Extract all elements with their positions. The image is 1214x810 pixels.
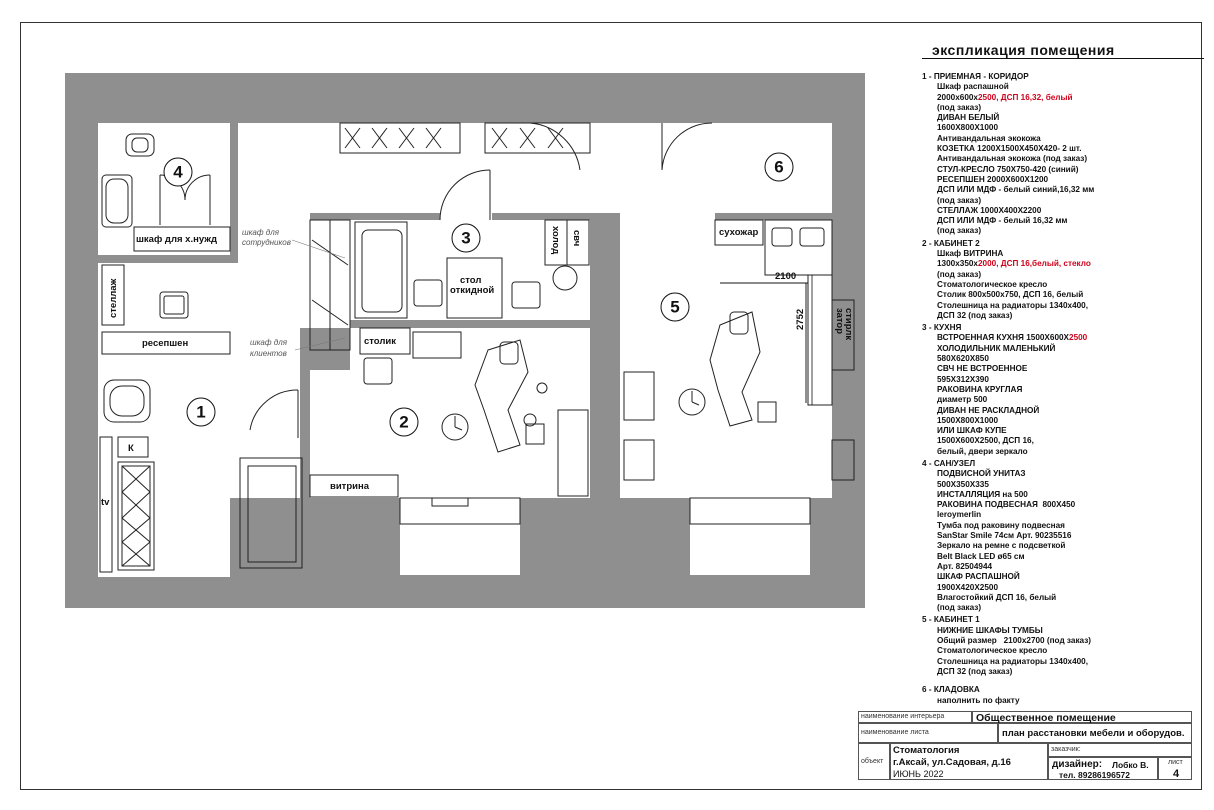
label-otkidnoy: откидной <box>450 285 495 296</box>
room-number-6: 6 <box>774 157 784 177</box>
explication-section-heading: 4 - САН/УЗЕЛ <box>922 458 976 468</box>
explication-line-text: РАКОВИНА ПОДВЕСНАЯ 800Х450 <box>937 500 1076 510</box>
explication-section <box>922 615 1202 677</box>
explication-line-text: СТЕЛЛАЖ 1000Х400Х2200 <box>937 205 1042 215</box>
room-number-4: 4 <box>173 162 183 182</box>
stamp-object-line1: Стоматология <box>893 745 960 756</box>
explication-line-text: наполнить по факту <box>937 695 1020 705</box>
explication-line <box>922 416 1202 426</box>
explication-line-text: (под заказ) <box>937 102 982 112</box>
explication-section-heading: 6 - КЛАДОВКА <box>922 685 980 695</box>
explication-line <box>922 406 1202 416</box>
explication-line <box>922 93 1202 103</box>
room-number-5: 5 <box>670 297 680 317</box>
explication-line-highlight: 2500, ДСП 16,32, белый <box>977 92 1073 102</box>
explication-line <box>922 290 1202 300</box>
label-k: К <box>128 443 134 454</box>
explication-line <box>922 375 1202 385</box>
explication-line <box>922 344 1202 354</box>
explication-line-text: Стоматологическое кресло <box>937 646 1048 656</box>
explication-line-text: ХОЛОДИЛЬНИК МАЛЕНЬКИЙ <box>937 343 1056 353</box>
explication-line-text: 1600Х800Х1000 <box>937 123 999 133</box>
room-number-2: 2 <box>399 412 409 432</box>
explication-line <box>922 259 1202 269</box>
explication-line <box>922 185 1202 195</box>
explication-line <box>922 395 1202 405</box>
explication-line-text: Шкаф распашной <box>937 82 1009 92</box>
explication-list <box>922 72 1202 708</box>
explication-line <box>922 175 1202 185</box>
explication-line <box>922 521 1202 531</box>
explication-section-heading: 5 - КАБИНЕТ 1 <box>922 615 980 625</box>
explication-line <box>922 206 1202 216</box>
explication-line-text: Столешница на радиаторы 1340х400, <box>937 656 1089 666</box>
label-reception: ресепшен <box>142 338 189 349</box>
label-dim-2752: 2752 <box>795 308 806 330</box>
room-number-1: 1 <box>196 402 206 422</box>
explication-line <box>922 667 1202 677</box>
explication-line-text: 1500Х800Х1000 <box>937 415 999 425</box>
explication-line <box>922 354 1202 364</box>
explication-line-text: Антивандальная экокожа <box>937 133 1041 143</box>
stamp-sheet-value: план расстановки мебели и оборудов. <box>1002 728 1185 739</box>
explication-line <box>922 196 1202 206</box>
explication-line-text: Столик 800х500х750, ДСП 16, белый <box>937 290 1084 300</box>
label-tv: tv <box>101 497 110 508</box>
explication-line <box>922 154 1202 164</box>
stamp-sheet-no: 4 <box>1173 768 1180 780</box>
explication-line-text: 1300х350х <box>937 259 978 269</box>
explication-line-text: диаметр 500 <box>937 395 988 405</box>
title-block <box>858 711 1192 780</box>
explication-line <box>922 603 1202 613</box>
explication-line-text: Стоматологическое кресло <box>937 279 1048 289</box>
explication-line-text: 1500Х600Х2500, ДСП 16, <box>937 436 1034 446</box>
explication-line <box>922 270 1202 280</box>
explication-line <box>922 562 1202 572</box>
explication-line <box>922 113 1202 123</box>
explication-line-text: ВСТРОЕННАЯ КУХНЯ 1500Х600Х <box>937 333 1070 343</box>
stamp-interior-value: Общественное помещение <box>976 712 1116 724</box>
explication-line-text: Зеркало на ремне с подсветкой <box>937 541 1066 551</box>
explication-line <box>922 696 1202 706</box>
note-client-cabinet-1: шкаф для <box>250 338 287 347</box>
explication-section <box>922 72 1202 237</box>
label-vitrina: витрина <box>330 481 369 492</box>
explication-line-text: ИНСТАЛЛЯЦИЯ на 500 <box>937 489 1028 499</box>
label-holod: холод <box>550 226 561 255</box>
explication-line-text: 2000х600х <box>937 92 978 102</box>
explication-line <box>922 249 1202 259</box>
explication-line-text: ДСП 32 (под заказ) <box>937 666 1013 676</box>
explication-line-text: Влагостойкий ДСП 16, белый <box>937 592 1057 602</box>
stamp-designer-name: Лобко В. <box>1112 760 1149 770</box>
explication-line-text: НИЖНИЕ ШКАФЫ ТУМБЫ <box>937 625 1043 635</box>
stamp-object-line2: г.Аксай, ул.Садовая, д.16 <box>893 757 1011 768</box>
explication-line-text: 580Х620Х850 <box>937 354 989 364</box>
explication-section <box>922 239 1202 321</box>
label-dim-2100: 2100 <box>775 271 797 282</box>
explication-line <box>922 134 1202 144</box>
explication-line <box>922 636 1202 646</box>
explication-section-heading: 3 - КУХНЯ <box>922 323 962 333</box>
explication-line-text: 1900Х420Х2500 <box>937 582 999 592</box>
explication-line-text: ШКАФ РАСПАШНОЙ <box>937 572 1020 582</box>
explication-line-text: СВЧ НЕ ВСТРОЕННОЕ <box>937 364 1028 374</box>
stamp-sheet-label: наименование листа <box>861 729 929 736</box>
explication-line-highlight: 2500 <box>1069 333 1088 343</box>
label-stolik: столик <box>364 336 397 347</box>
explication-title: экспликация помещения <box>932 42 1115 58</box>
explication-line <box>922 480 1202 490</box>
label-stiralka: стирлк <box>843 308 854 341</box>
explication-line <box>922 541 1202 551</box>
explication-line-text: (под заказ) <box>937 195 982 205</box>
explication-line <box>922 572 1202 582</box>
label-stol: стол <box>460 275 482 286</box>
explication-line <box>922 583 1202 593</box>
explication-line <box>922 364 1202 374</box>
explication-section <box>922 459 1202 613</box>
note-staff-cabinet-1: шкаф для <box>242 228 279 237</box>
explication-line <box>922 280 1202 290</box>
explication-line-text: ПОДВИСНОЙ УНИТАЗ <box>937 469 1026 479</box>
explication-section-heading: 1 - ПРИЕМНАЯ - КОРИДОР <box>922 72 1029 81</box>
stamp-designer-label: дизайнер: <box>1052 759 1103 770</box>
explication-line-text: Арт. 82504944 <box>937 561 993 571</box>
stamp-object-line3: ИЮНЬ 2022 <box>893 769 944 779</box>
explication-line-text: (под заказ) <box>937 269 982 279</box>
note-staff-cabinet-2: сотрудников <box>242 238 291 247</box>
explication-line <box>922 657 1202 667</box>
explication-line-text: 595Х312Х390 <box>937 374 989 384</box>
explication-line-text: РЕСЕПШЕН 2000Х600Х1200 <box>937 174 1049 184</box>
stamp-interior-label: наименование интерьера <box>861 713 945 720</box>
explication-line-text: Belt Black LED ø65 см <box>937 551 1025 561</box>
explication-line <box>922 426 1202 436</box>
explication-line <box>922 500 1202 510</box>
stamp-object-label: объект <box>861 758 884 765</box>
stamp-customer-label: заказчик: <box>1051 746 1081 753</box>
explication-line <box>922 490 1202 500</box>
explication-line <box>922 165 1202 175</box>
explication-line-text: Тумба под раковину подвесная <box>937 520 1065 530</box>
explication-line-text: ДСП 32 (под заказ) <box>937 310 1013 320</box>
explication-line-text: SanStar Smile 74см Арт. 90235516 <box>937 531 1072 541</box>
explication-line-text: Столешница на радиаторы 1340х400, <box>937 300 1089 310</box>
explication-line <box>922 593 1202 603</box>
explication-line <box>922 447 1202 457</box>
note-client-cabinet-2: клиентов <box>250 349 287 358</box>
title-underline <box>922 58 1204 59</box>
explication-line-text: КОЗЕТКА 1200Х1500Х450Х420- 2 шт. <box>937 144 1082 154</box>
explication-line-text: Общий размер 2100х2700 (под заказ) <box>937 636 1091 646</box>
explication-line <box>922 646 1202 656</box>
label-svch: свч <box>571 230 582 247</box>
explication-line <box>922 82 1202 92</box>
label-stellazh: стеллаж <box>108 278 119 318</box>
explication-line-text: ИЛИ ШКАФ КУПЕ <box>937 426 1007 436</box>
explication-line <box>922 469 1202 479</box>
stamp-phone: тел. 89286196572 <box>1059 770 1131 780</box>
explication-line <box>922 436 1202 446</box>
explication-line-text: СТУЛ-КРЕСЛО 750Х750-420 (синий) <box>937 164 1079 174</box>
explication-section <box>922 685 1202 706</box>
explication-section-heading: 2 - КАБИНЕТ 2 <box>922 238 980 248</box>
explication-line <box>922 385 1202 395</box>
explication-line <box>922 626 1202 636</box>
stamp-sheet-no-label: лист <box>1168 759 1183 766</box>
explication-line-text: 500Х350Х335 <box>937 479 989 489</box>
explication-line <box>922 552 1202 562</box>
explication-line-text: (под заказ) <box>937 226 982 236</box>
label-shkaf-hnuzhd: шкаф для х.нужд <box>136 234 217 245</box>
explication-line <box>922 123 1202 133</box>
explication-line-text: Шкаф ВИТРИНА <box>937 249 1004 259</box>
explication-line <box>922 311 1202 321</box>
explication-line <box>922 531 1202 541</box>
explication-line <box>922 226 1202 236</box>
explication-line-text: РАКОВИНА КРУГЛАЯ <box>937 384 1023 394</box>
explication-section <box>922 323 1202 457</box>
explication-line <box>922 216 1202 226</box>
label-suhozhar: сухожар <box>719 227 759 238</box>
explication-line-text: Антивандальная экокожа (под заказ) <box>937 154 1088 164</box>
label-zator: затор <box>834 308 845 335</box>
explication-line-text: ДСП ИЛИ МДФ - белый синий,16,32 мм <box>937 185 1095 195</box>
explication-line-text: белый, двери зеркало <box>937 446 1028 456</box>
explication-line-text: ДИВАН НЕ РАСКЛАДНОЙ <box>937 405 1040 415</box>
explication-line <box>922 301 1202 311</box>
explication-line <box>922 103 1202 113</box>
explication-line <box>922 144 1202 154</box>
explication-line <box>922 510 1202 520</box>
explication-line-highlight: 2000, ДСП 16,белый, стекло <box>977 259 1091 269</box>
explication-line-text: ДИВАН БЕЛЫЙ <box>937 113 1000 123</box>
explication-line <box>922 333 1202 343</box>
explication-line-text: leroymerlin <box>937 510 982 520</box>
explication-line-text: ДСП ИЛИ МДФ - белый 16,32 мм <box>937 216 1068 226</box>
room-number-3: 3 <box>461 228 471 248</box>
explication-line-text: (под заказ) <box>937 603 982 613</box>
